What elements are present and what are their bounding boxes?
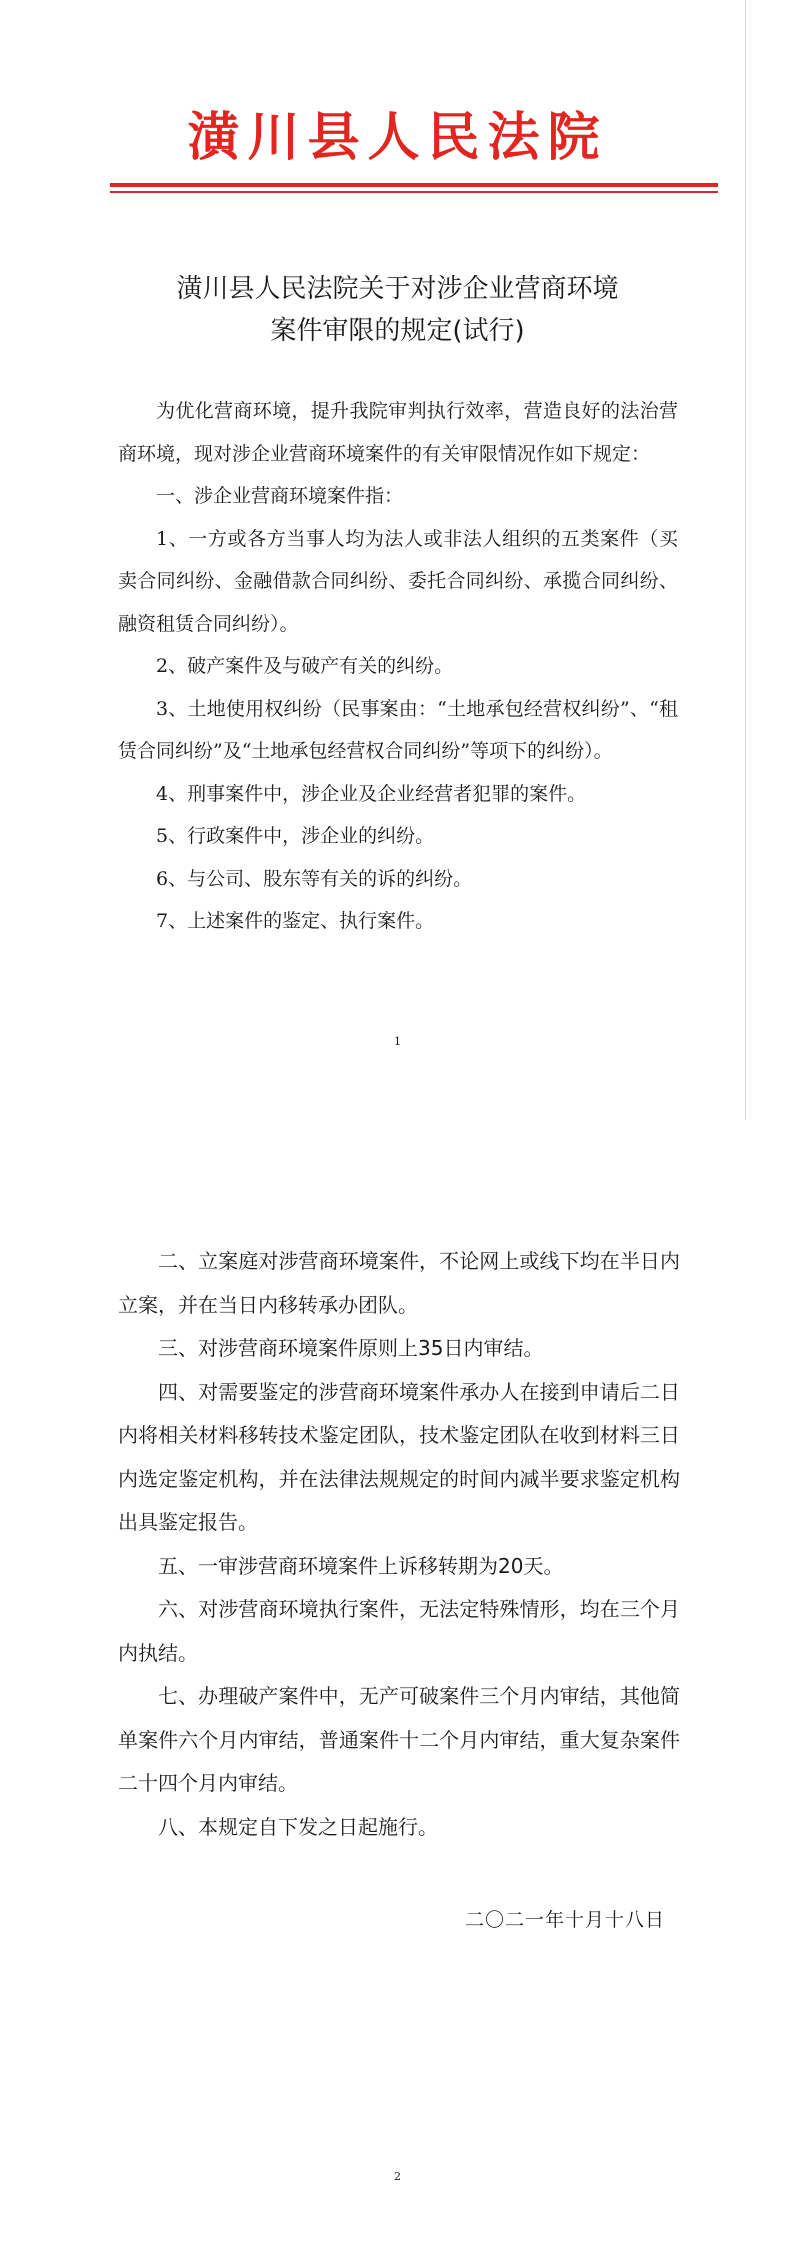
page-2-body (118, 1240, 680, 1849)
list-item: 5、行政案件中，涉企业的纠纷。 (156, 825, 435, 847)
letterhead-rule-thin (110, 191, 718, 193)
list-item: 3、土地使用权纠纷（民事案由：“土地承包经营权纠纷”、“租赁合同纠纷”及“土地承包经营权合同纠纷”等项下的纠纷）。 (118, 697, 678, 762)
section-paragraph: 七、办理破产案件中，无产可破案件三个月内审结，其他简单案件六个月内审结，普通案件十二个月内审结，重大复杂案件二十四个月内审结。 (118, 1684, 680, 1795)
section-heading: 一、涉企业营商环境案件指： (156, 485, 404, 507)
document-title (0, 268, 795, 352)
list-item: 6、与公司、股东等有关的诉的纠纷。 (156, 867, 473, 890)
section-paragraph: 三、对涉营商环境案件原则上35日内审结。 (158, 1336, 544, 1360)
intro-paragraph: 为优化营商环境，提升我院审判执行效率，营造良好的法治营商环境，现对涉企业营商环境案件的有关审限情况作如下规定： (118, 400, 678, 465)
list-item: 2、破产案件及与破产有关的纠纷。 (156, 655, 454, 677)
section-paragraph: 八、本规定自下发之日起施行。 (158, 1814, 438, 1839)
document-title-line-1: 潢川县人民法院关于对涉企业营商环境 (176, 274, 619, 304)
document-page-1 (0, 0, 795, 1130)
letterhead-rule-thick (110, 183, 718, 187)
list-item: 7、上述案件的鉴定、执行案件。 (156, 910, 435, 932)
page-1-body (118, 390, 678, 943)
document-page-2 (0, 1130, 795, 2261)
issue-date: 二〇二一年十月十八日 (464, 1909, 665, 1931)
list-item: 4、刑事案件中，涉企业及企业经营者犯罪的案件。 (156, 782, 587, 805)
court-letterhead: 潢川县人民法院 (187, 108, 608, 168)
section-paragraph: 二、立案庭对涉营商环境案件，不论网上或线下均在半日内立案，并在当日内移转承办团队。 (118, 1249, 680, 1317)
document-title-line-2: 案件审限的规定(试行) (270, 316, 525, 346)
section-paragraph: 四、对需要鉴定的涉营商环境案件承办人在接到申请后二日内将相关材料移转技术鉴定团队，技术鉴定团队在收到材料三日内选定鉴定机构，并在法律法规规定的时间内减半要求鉴定机构出具鉴定报告。 (118, 1379, 680, 1534)
page-number: 2 (394, 2170, 401, 2183)
page-number: 1 (394, 1035, 401, 1048)
section-paragraph: 六、对涉营商环境执行案件，无法定特殊情形，均在三个月内执结。 (118, 1597, 680, 1665)
list-item: 1、一方或各方当事人均为法人或非法人组织的五类案件（买卖合同纠纷、金融借款合同纠纷、委托合同纠纷、承揽合同纠纷、融资租赁合同纠纷）。 (118, 527, 678, 635)
section-paragraph: 五、一审涉营商环境案件上诉移转期为20天。 (158, 1553, 564, 1578)
